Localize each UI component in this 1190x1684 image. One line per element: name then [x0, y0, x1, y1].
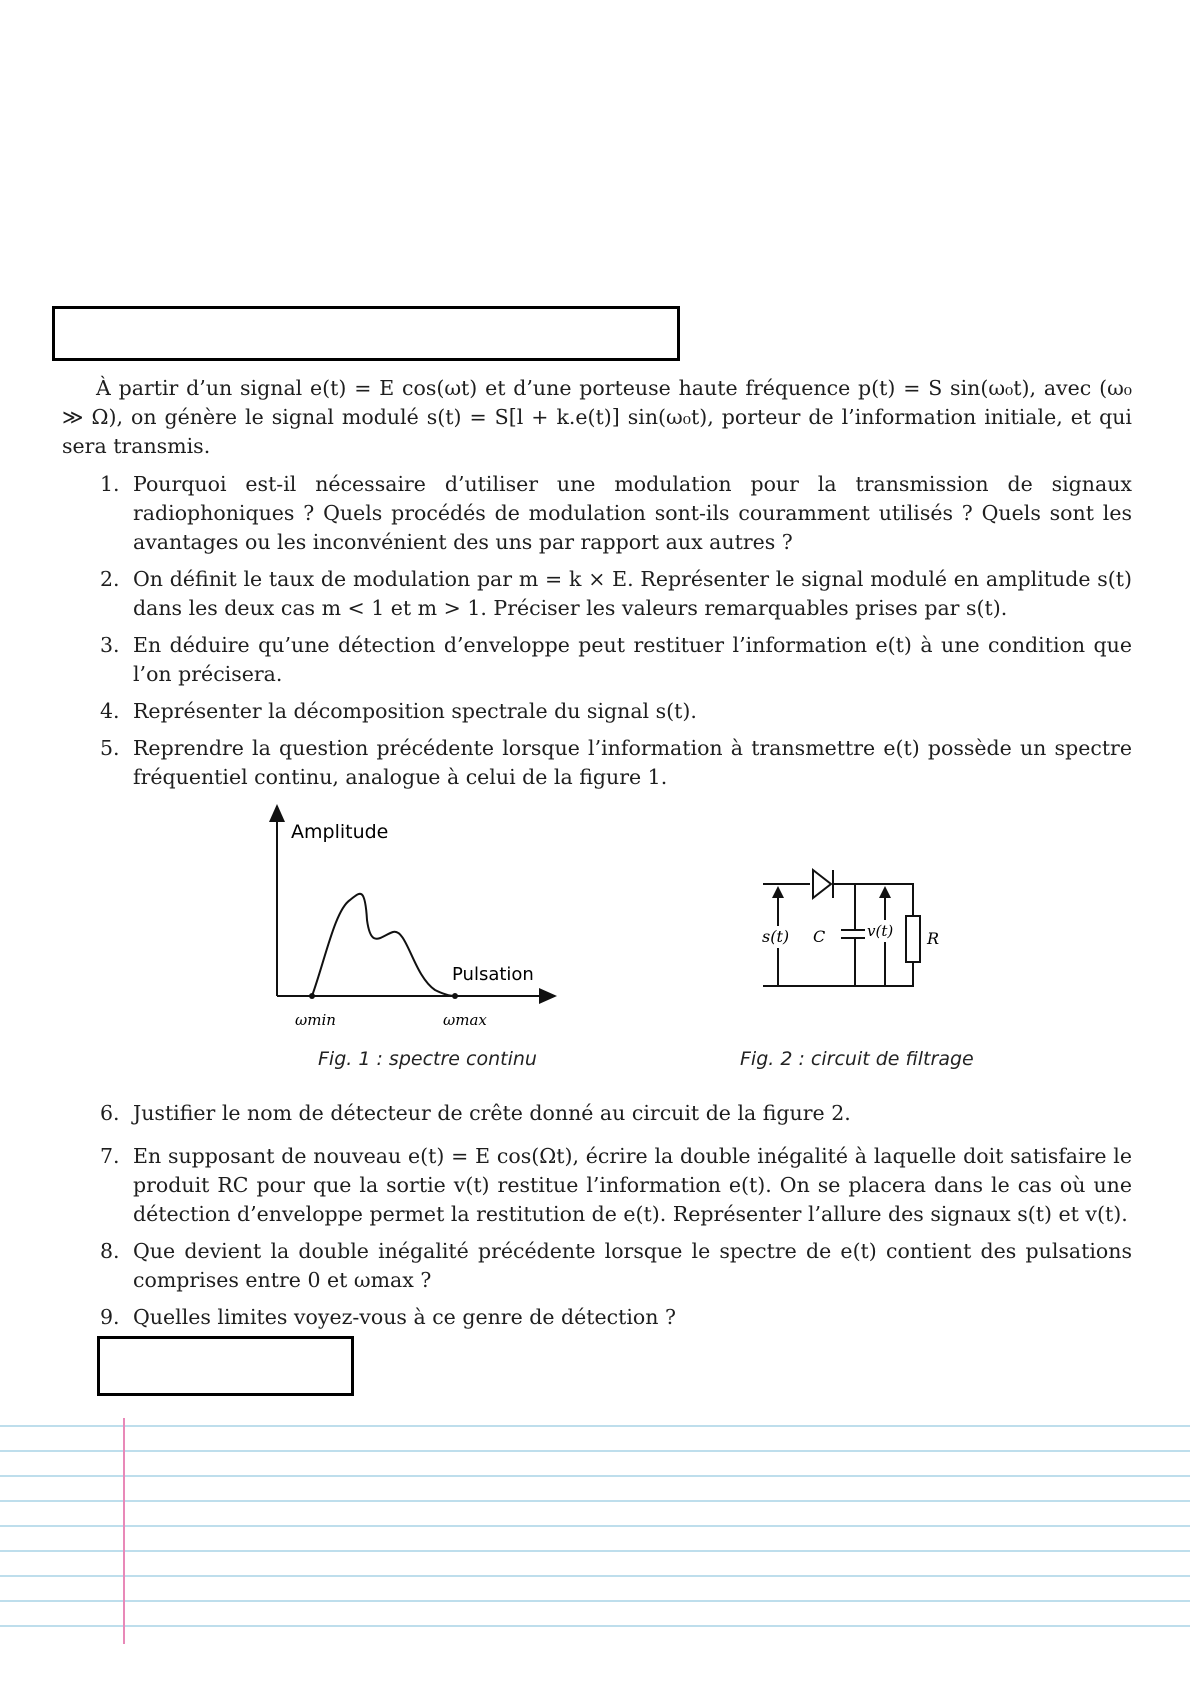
question-text: Quelles limites voyez-vous à ce genre de détection ? [133, 1305, 676, 1329]
question-list-part-2 [100, 1099, 1132, 1340]
redacted-title-box [52, 306, 680, 361]
figure-1-spectrum [255, 800, 575, 1040]
question-item: 9. Quelles limites voyez-vous à ce genre de détection ? [100, 1305, 676, 1329]
question-text: En supposant de nouveau e(t) = E cos(Ωt), écrire la double inégalité à laquelle doit satisfaire le produit RC pour que la sortie v(t) restitue l’information e(t). On se placera dans le cas où une détection d’enveloppe permet la restitution de e(t). Représenter l’allure des signaux s(t) et v(t). [133, 1144, 1132, 1226]
question-item: 2. On définit le taux de modulation par m = k × E. Représenter le signal modulé en amplitude s(t) dans les deux cas m < 1 et m > 1. Préciser les valeurs remarquables prises par s(t). [100, 567, 1132, 620]
question-text: Pourquoi est-il nécessaire d’utiliser une modulation pour la transmission de signaux radiophoniques ? Quels procédés de modulation sont-ils couramment utilisés ? Quels sont les avantages ou les inconvénient des uns par rapport aux autres ? [133, 472, 1132, 554]
redacted-answer-box [97, 1336, 354, 1396]
question-text: Que devient la double inégalité précédente lorsque le spectre de e(t) contient des pulsations comprises entre 0 et ωmax ? [133, 1239, 1132, 1292]
question-item: 3. En déduire qu’une détection d’enveloppe peut restituer l’information e(t) à une condition que l’on précisera. [100, 633, 1132, 686]
question-text: Représenter la décomposition spectrale du signal s(t). [133, 699, 697, 723]
x-axis-label: Pulsation [452, 964, 534, 985]
label-r: R [927, 929, 940, 948]
intro-paragraph: À partir d’un signal e(t) = E cos(ωt) et d’une porteuse haute fréquence p(t) = S sin(ω₀t), avec (ω₀ ≫ Ω), on génère le signal modulé s(t) = S[l + k.e(t)] sin(ω₀t), porteur de l’information initiale, et qui sera transmis. [62, 376, 1132, 458]
ruled-paper-lines [0, 1418, 1190, 1684]
question-item: 4. Représenter la décomposition spectrale du signal s(t). [100, 699, 697, 723]
label-v-t: v(t) [867, 922, 894, 940]
ruled-lines [0, 1426, 1190, 1626]
spectrum-curve [312, 894, 455, 996]
question-list-part-1 [100, 470, 1132, 800]
question-text: Justifier le nom de détecteur de crête donné au circuit de la figure 2. [133, 1101, 851, 1125]
question-text: En déduire qu’une détection d’enveloppe peut restituer l’information e(t) à une condition que l’on précisera. [133, 633, 1132, 686]
question-text: On définit le taux de modulation par m = k × E. Représenter le signal modulé en amplitude s(t) dans les deux cas m < 1 et m > 1. Préciser les valeurs remarquables prises par s(t). [133, 567, 1132, 620]
label-s-t: s(t) [762, 927, 790, 946]
figure-1-caption: Fig. 1 : spectre continu [318, 1048, 537, 1070]
question-item: 8. Que devient la double inégalité précédente lorsque le spectre de e(t) contient des pulsations comprises entre 0 et ωmax ? [100, 1239, 1132, 1292]
question-text: Reprendre la question précédente lorsque l’information à transmettre e(t) possède un spectre fréquentiel continu, analogue à celui de la figure 1. [133, 736, 1132, 789]
figure-2-circuit [755, 862, 975, 1002]
question-item: 6. Justifier le nom de détecteur de crête donné au circuit de la figure 2. [100, 1101, 851, 1125]
question-item: 5. Reprendre la question précédente lorsque l’information à transmettre e(t) possède un spectre fréquentiel continu, analogue à celui de la figure 1. [100, 736, 1132, 789]
omega-min-point [309, 993, 315, 999]
label-c: C [813, 927, 826, 946]
omega-max-point [452, 993, 458, 999]
arrow-icon [772, 886, 784, 898]
arrow-icon [879, 886, 891, 898]
tick-omega-max: ωmax [443, 1011, 487, 1029]
question-item: 1. Pourquoi est-il nécessaire d’utiliser une modulation pour la transmission de signaux radiophoniques ? Quels procédés de modulation sont-ils couramment utilisés ? Quels sont les avantages ou les inconvénient des uns par rapport aux autres ? [100, 472, 1132, 554]
figure-2-caption: Fig. 2 : circuit de filtrage [740, 1048, 974, 1070]
question-item: 7. En supposant de nouveau e(t) = E cos(Ωt), écrire la double inégalité à laquelle doit satisfaire le produit RC pour que la sortie v(t) restitue l’information e(t). On se placera dans le cas où une détection d’enveloppe permet la restitution de e(t). Représenter l’allure des signaux s(t) et v(t). [100, 1144, 1132, 1226]
resistor-symbol [906, 916, 920, 962]
y-axis-label: Amplitude [291, 821, 389, 843]
tick-omega-min: ωmin [295, 1011, 336, 1029]
diode-symbol [813, 870, 831, 898]
